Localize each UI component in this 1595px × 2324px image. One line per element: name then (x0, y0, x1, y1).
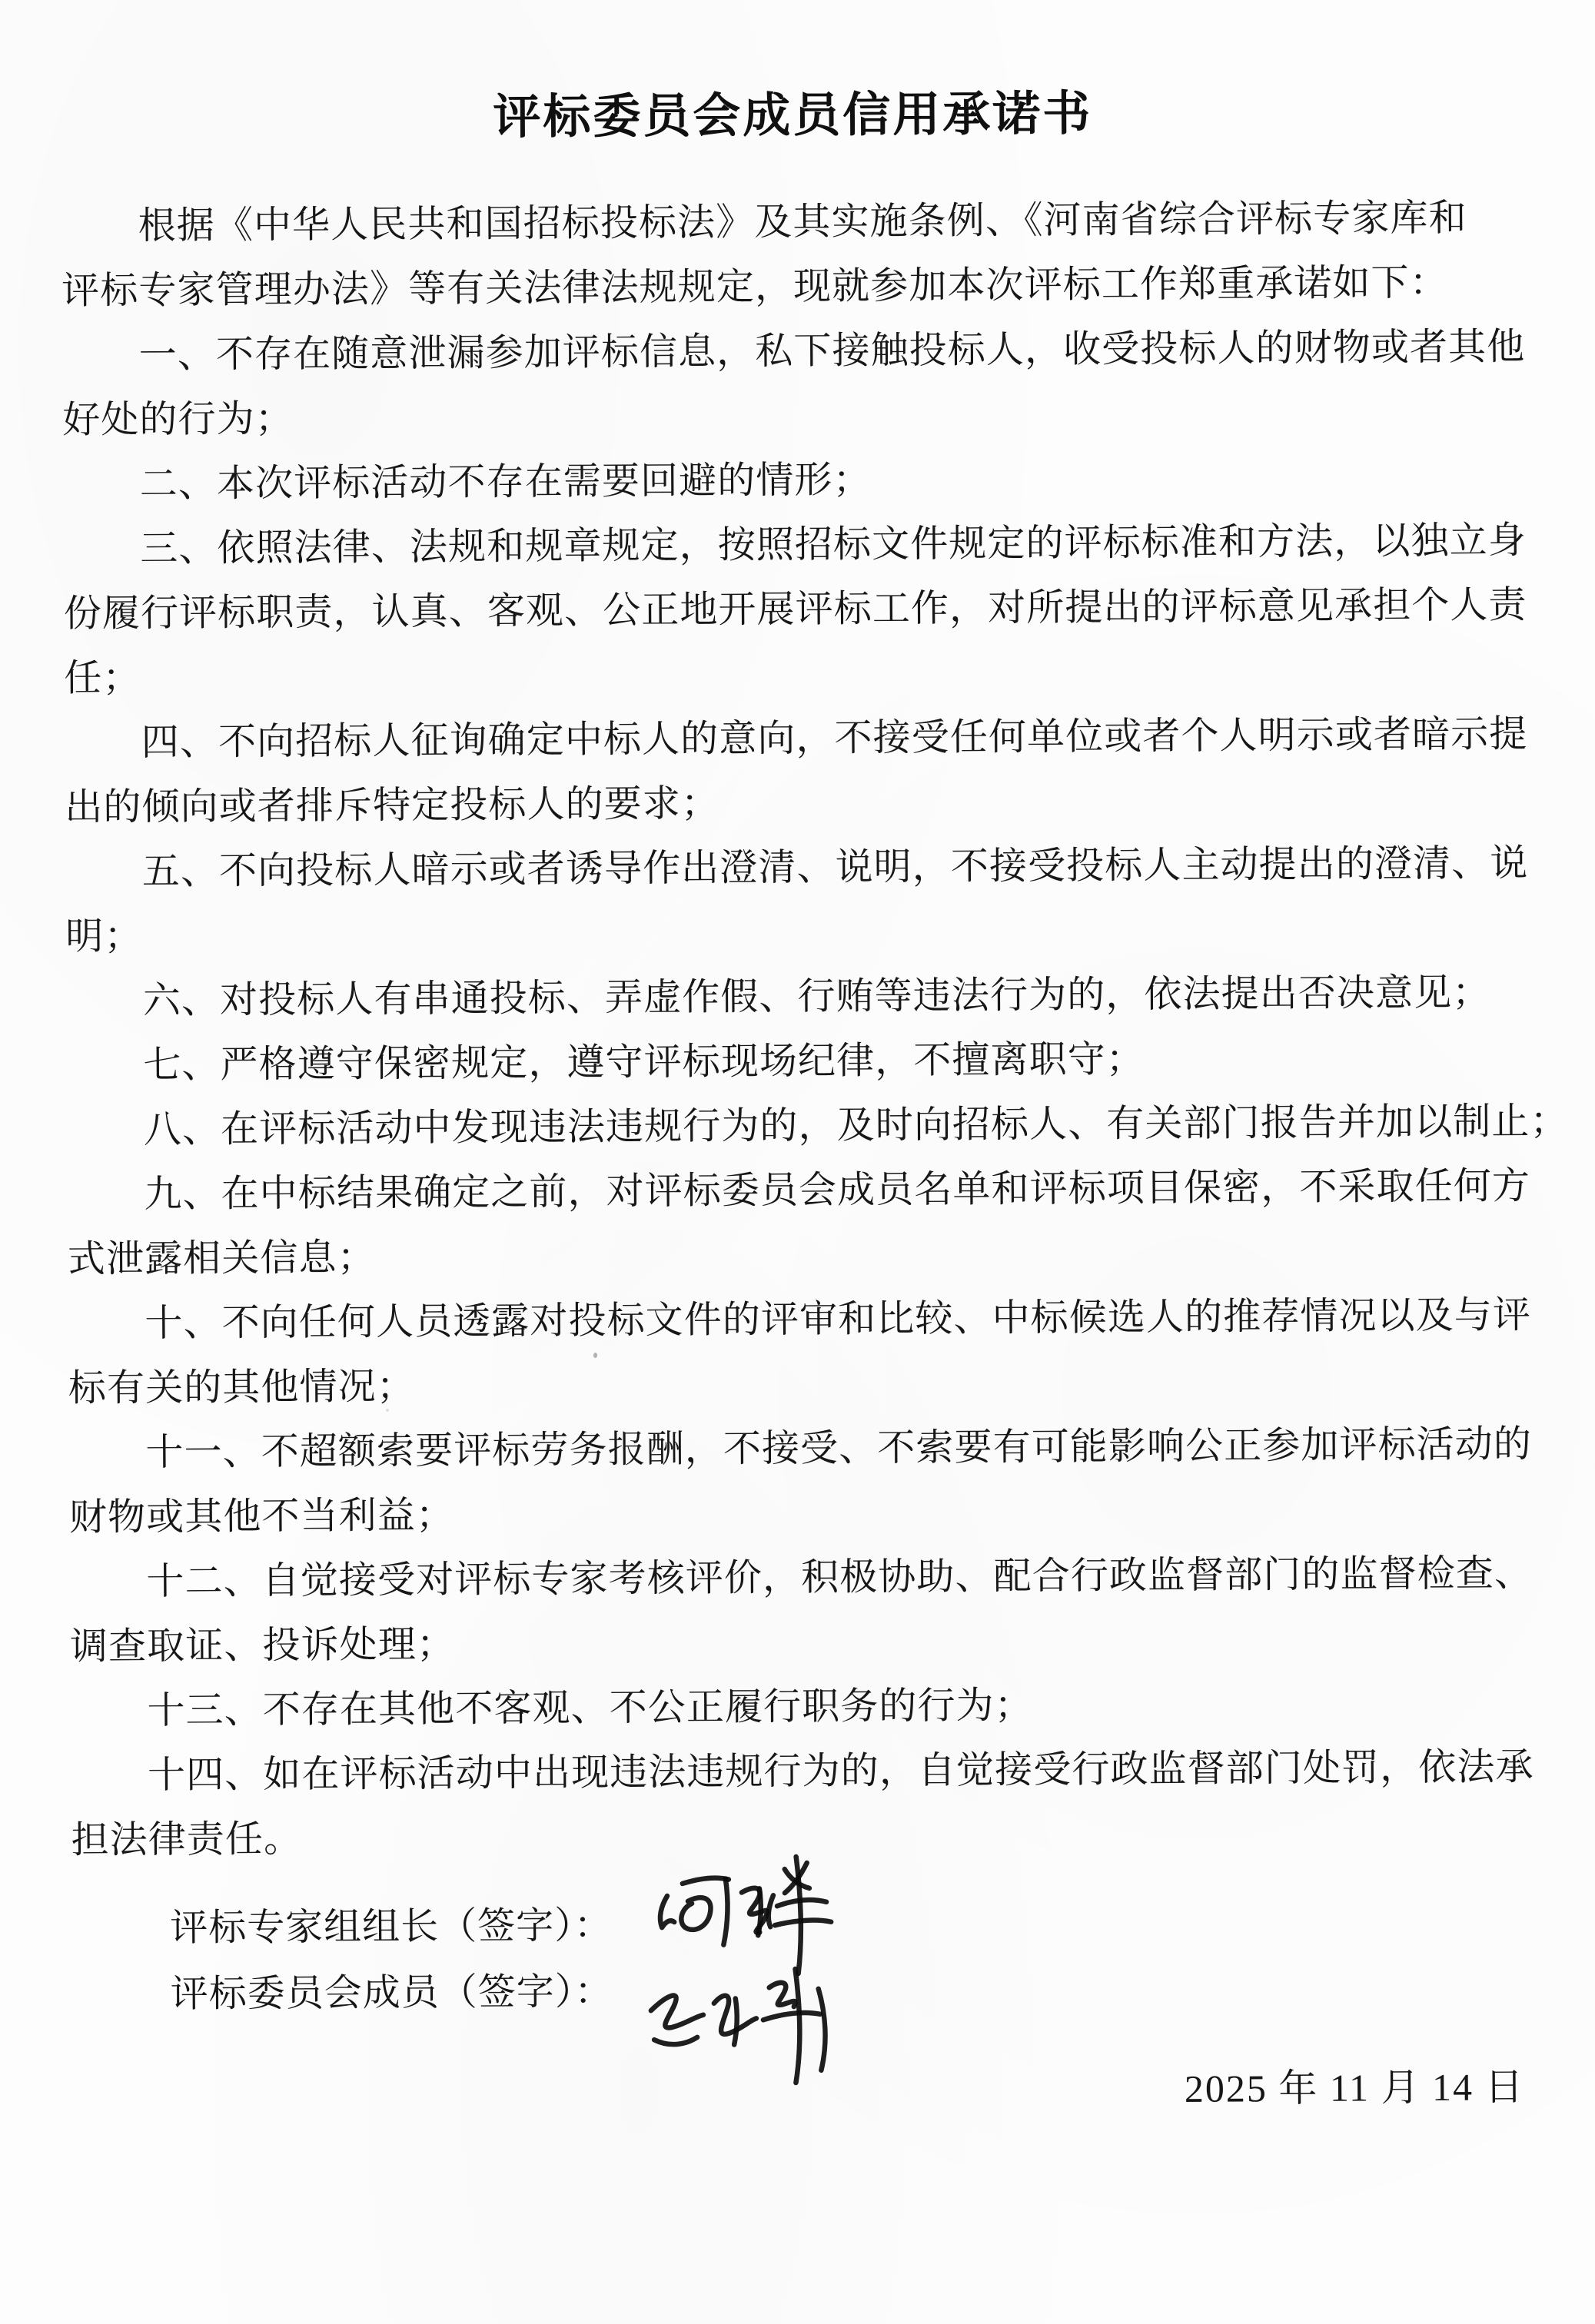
body-line: 调查取证、投诉处理； (69, 1622, 456, 1668)
body-line: 十、不向任何人员透露对投标文件的评审和比较、中标候选人的推荐情况以及与评 (145, 1293, 1532, 1345)
body-line: 五、不向投标人暗示或者诱导作出澄清、说明，不接受投标人主动提出的澄清、说 (141, 842, 1529, 893)
body-line: 份履行评标职责，认真、客观、公正地开展评标工作，对所提出的评标意见承担个人责 (63, 583, 1527, 635)
body-line: 财物或其他不当利益； (68, 1493, 455, 1539)
body-line: 四、不向招标人征询确定中标人的意向，不接受任何单位或者个人明示或者暗示提 (141, 712, 1528, 764)
body-line: 式泄露相关信息； (67, 1236, 376, 1280)
body-line: 十二、自觉接受对评标专家考核评价，积极协助、配合行政监督部门的监督检查、 (146, 1552, 1534, 1603)
scan-speck (386, 1409, 389, 1412)
body-line: 八、在评标活动中发现违法违规行为的，及时向招标人、有关部门报告并加以制止； (143, 1099, 1569, 1151)
body-line: 根据《中华人民共和国招标投标法》及其实施条例、《河南省综合评标专家库和 (138, 196, 1467, 247)
body-line: 十四、如在评标活动中出现违法违规行为的，自觉接受行政监督部门处罚，依法承 (147, 1745, 1534, 1797)
body-line: 好处的行为； (62, 397, 294, 441)
signature-row-expert-leader (71, 1887, 1536, 1962)
signature-label-committee-member: 评标委员会成员（签字）： (170, 1970, 613, 2016)
body-line: 任； (64, 656, 141, 699)
signature-label-expert-leader: 评标专家组组长（签字）： (170, 1904, 613, 1950)
body-line: 二、本次评标活动不存在需要回避的情形； (139, 458, 872, 506)
body-line: 三、依照法律、法规和规章规定，按照招标文件规定的评标标准和方法，以独立身 (140, 519, 1527, 570)
body-line: 标有关的其他情况； (68, 1365, 415, 1409)
date-row (72, 2056, 1537, 2126)
body-line: 九、在中标结果确定之前，对评标委员会成员名单和评标项目保密，不采取任何方 (144, 1164, 1531, 1216)
body-line: 七、严格遵守保密规定，遵守评标现场纪律，不擅离职守； (143, 1038, 1145, 1087)
body-line: 明； (65, 915, 143, 958)
body-line: 出的倾向或者排斥特定投标人的要求； (65, 782, 720, 828)
page-title: 评标委员会成员信用承诺书 (493, 85, 1093, 145)
scan-speck (593, 1353, 597, 1358)
body-line: 十一、不超额索要评标劳务报酬，不接受、不索要有可能影响公正参加评标活动的 (145, 1423, 1533, 1474)
document-body (61, 185, 1569, 1873)
document-date: 2025 年 11 月 14 日 (1184, 2065, 1525, 2110)
body-line: 六、对投标人有串通投标、弄虚作假、行贿等违法行为的，依法提出否决意见； (142, 971, 1491, 1022)
signature-row-committee-member (71, 1953, 1536, 2028)
body-line: 十三、不存在其他不客观、不公正履行职务的行为； (147, 1684, 1033, 1732)
body-line: 一、不存在随意泄漏参加评标信息，私下接触投标人，收受投标人的财物或者其他 (138, 325, 1526, 377)
body-line: 担法律责任。 (71, 1817, 303, 1861)
body-line: 评标专家管理办法》等有关法律法规规定，现就参加本次评标工作郑重承诺如下： (61, 261, 1448, 312)
document-content (61, 68, 1569, 2126)
